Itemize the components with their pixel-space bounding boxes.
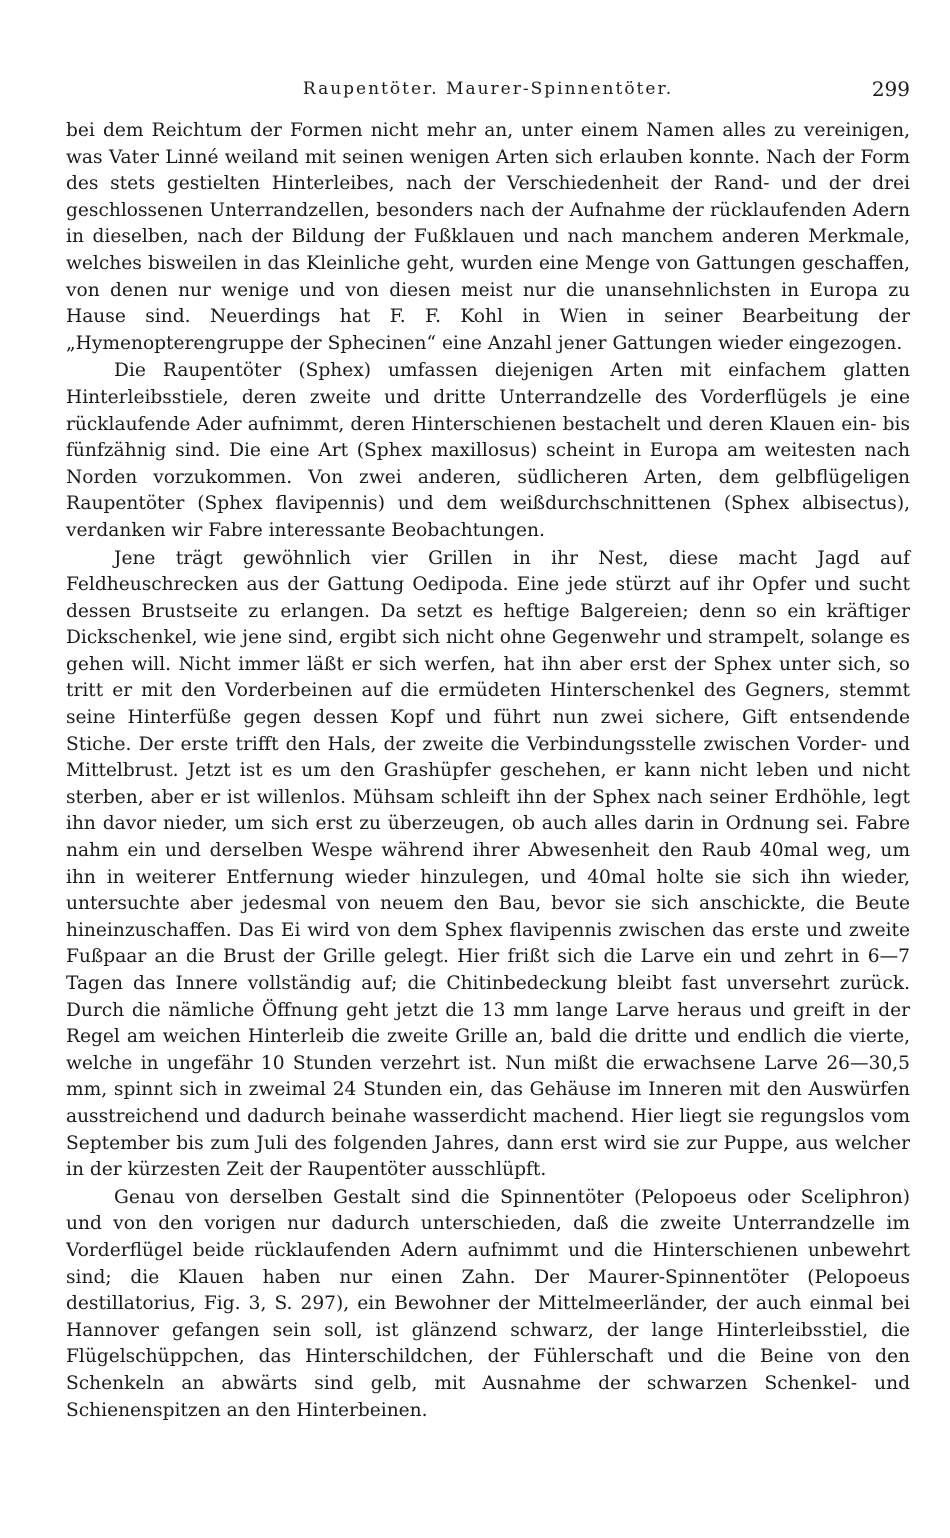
body-text — [66, 118, 910, 1424]
paragraph-continuation: bei dem Reichtum der Formen nicht mehr an, unter einem Namen alles zu vereinigen, was Vater Linné weiland mit seinen wenigen Arten sich erlauben konnte. Nach der Form des stets gestielten Hinterleibes, nach der Verschiedenheit der Rand- und der drei geschlossenen Unterrandzellen, besonders nach der Aufnahme der rücklaufenden Adern in dieselben, nach der Bildung der Fußklauen und nach manchem anderen Merkmale, welches bisweilen in das Kleinliche geht, wurden eine Menge von Gattungen geschaffen, von denen nur wenige und von diesen meist nur die unansehnlichsten in Europa zu Hause sind. Neuerdings hat F. F. Kohl in Wien in seiner Bearbeitung der „Hymenopterengruppe der Sphecinen“ eine Anzahl jener Gattungen wieder eingezogen. — [66, 120, 910, 354]
paragraph-jagd: Jene trägt gewöhnlich vier Grillen in ihr Nest, diese macht Jagd auf Feldheuschrecken aus der Gattung Oedipoda. Eine jede stürzt auf ihr Opfer und sucht dessen Brustseite zu erlangen. Da setzt es heftige Balgereien; denn so ein kräftiger Dickschenkel, wie jene sind, ergibt sich nicht ohne Gegenwehr und strampelt, solange es gehen will. Nicht immer läßt er sich werfen, hat ihn aber erst der Sphex unter sich, so tritt er mit den Vorderbeinen auf die ermüdeten Hinterschenkel des Gegners, stemmt seine Hinterfüße gegen dessen Kopf und führt nun zwei sichere, Gift entsendende Stiche. Der erste trifft den Hals, der zweite die Verbindungsstelle zwischen Vorder- und Mittelbrust. Jetzt ist es um den Grashüpfer geschehen, er kann nicht leben und nicht sterben, aber er ist willenlos. Mühsam schleift ihn der Sphex nach seiner Erdhöhle, legt ihn davor nieder, um sich erst zu überzeugen, ob auch alles darin in Ordnung sei. Fabre nahm ein und derselben Wespe während ihrer Abwesenheit den Raub 40mal weg, um ihn in weiterer Entfernung wieder hinzulegen, und 40mal holte sie sich ihn wieder, untersuchte aber jedesmal von neuem den Bau, bevor sie sich anschickte, die Beute hineinzuschaffen. Das Ei wird von dem Sphex flavipennis zwischen das erste und zweite Fußpaar an die Brust der Grille gelegt. Hier frißt sich die Larve ein und zehrt in 6—7 Tagen das Innere vollständig auf; die Chitinbedeckung bleibt fast unversehrt zurück. Durch die nämliche Öffnung geht jetzt die 13 mm lange Larve heraus und greift in der Regel am weichen Hinterleib die zweite Grille an, bald die dritte und endlich die vierte, welche in ungefähr 10 Stunden verzehrt ist. Nun mißt die erwachsene Larve 26—30,5 mm, spinnt sich in zweimal 24 Stunden ein, das Gehäuse im Inneren mit den Auswürfen ausstreichend und dadurch beinahe wasserdicht machend. Hier liegt sie regungslos vom September bis zum Juli des folgenden Jahres, dann erst wird sie zur Puppe, aus welcher in der kürzesten Zeit der Raupentöter ausschlüpft. — [66, 547, 910, 1181]
page-number: 299 — [871, 77, 910, 101]
running-head — [66, 75, 910, 105]
paragraph-raupentoeter: Die Raupentöter (Sphex) umfassen diejenigen Arten mit einfachem glatten Hinterleibsstiele, deren zweite und dritte Unterrandzelle des Vorderflügels je eine rücklaufende Ader aufnimmt, deren Hinterschienen bestachelt und deren Klauen ein- bis fünfzähnig sind. Die eine Art (Sphex maxillosus) scheint in Europa am weitesten nach Norden vorzukommen. Von zwei anderen, südlicheren Arten, dem gelbflügeligen Raupentöter (Sphex flavipennis) und dem weißdurchschnittenen (Sphex albisectus), verdanken wir Fabre interessante Beobachtungen. — [66, 360, 910, 541]
running-title: Raupentöter. Maurer-Spinnentöter. — [302, 79, 674, 99]
paragraph-spinnentoeter: Genau von derselben Gestalt sind die Spinnentöter (Pelopoeus oder Sceliphron) und von den vorigen nur dadurch unterschieden, daß die zweite Unterrandzelle im Vorderflügel beide rücklaufenden Adern aufnimmt und die Hinterschienen unbewehrt sind; die Klauen haben nur einen Zahn. Der Maurer-Spinnentöter (Pelopoeus destillatorius, Fig. 3, S. 297), ein Bewohner der Mittelmeerländer, der auch einmal bei Hannover gefangen sein soll, ist glänzend schwarz, der lange Hinterleibsstiel, die Flügelschüppchen, das Hinterschildchen, der Fühlerschaft und die Beine von den Schenkeln an abwärts sind gelb, mit Ausnahme der schwarzen Schenkel- und Schienenspitzen an den Hinterbeinen. — [66, 1186, 910, 1421]
